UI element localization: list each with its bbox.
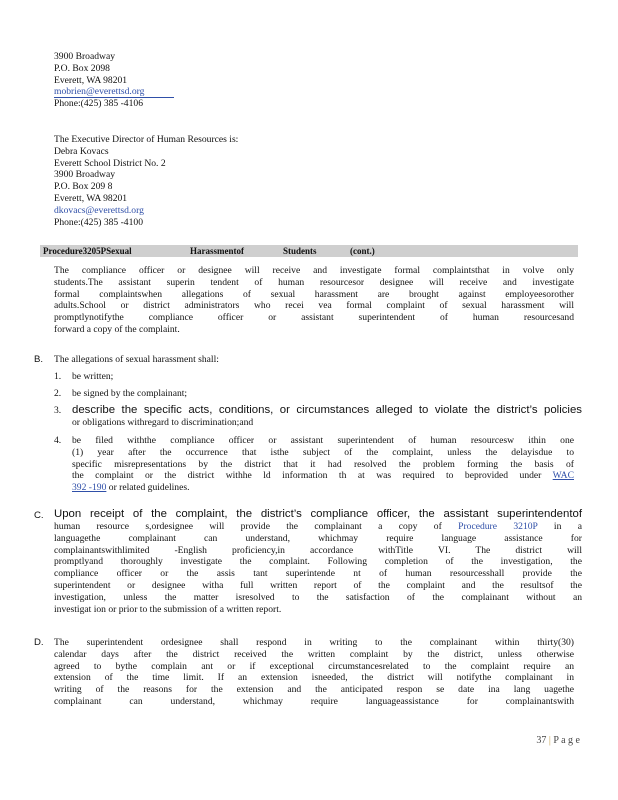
address-line: 3900 Broadway [54,51,116,62]
text-line: extension of the time limit. If an extension isneeded, the district will notifythe complainant in [54,672,574,684]
section-c-marker: C. [34,510,44,521]
contact-block-1 [54,51,174,110]
address-line: 3900 Broadway [54,169,116,181]
section-d-paragraph [54,637,574,708]
header-cont: (cont.) [350,246,375,256]
page-label: P a g e [553,735,580,746]
address-line: P.O. Box 209 8 [54,181,113,193]
list-item [72,435,574,494]
footer-separator: | [548,735,551,746]
text-line: forward a copy of the complaint. [54,323,180,335]
text-line: complainantswithlimited -English proficiency,in accordance withTitle VI. The district will [54,544,582,556]
text-line: promptlynotifythe compliance officer or assistant superintendent of human resourcesand [54,312,574,324]
text-line: in a [537,521,582,532]
header-students: Students [283,246,317,256]
text-line: formal complaintswhen allegations of sexual harassment are brought against employeesorother [54,288,574,300]
list-number: 2. [54,388,62,399]
phone-line: Phone:(425) 385 -4106 [54,98,143,110]
text-line: superintendent or designee witha full written report of the complaint and the resultsof the [54,579,582,591]
text-line: be written; [72,371,114,382]
page-number: 37 [536,735,547,746]
text-line: investigation, unless the matter isresolved to the satisfaction of the complainant without an [54,591,582,603]
email-link[interactable]: dkovacs@everettsd.org [54,204,144,216]
text-line: promptlyand thoroughly investigate the complaint. Following completion of the investigation, the [54,556,582,568]
text-line: The compliance officer or designee will receive and investigate formal complaintsthat in volve only [54,265,574,276]
list-item [72,371,574,383]
address-line: Everett, WA 98201 [54,192,128,204]
procedure-3210p-link[interactable]: Procedure 3210P [458,521,538,532]
phone-line: Phone:(425) 385 -4100 [54,216,143,228]
contact-heading: The Executive Director of Human Resources is: [54,134,239,145]
text-line: be filed withthe compliance officer or assistant superintendent of human resourcesw ithin one [72,435,574,446]
intro-paragraph [54,265,574,336]
list-number: 1. [54,371,62,382]
text-line: adults.School or district administrators who recei vea formal complaint of sexual harassment will [54,300,574,312]
text-line: the complaint or the district withhe ld information th at was required to beprovided under [72,470,542,482]
text-line: specific misrepresentations by the district that it had resolved the problem forming the basis of [72,458,574,470]
text-line: human resource s,ordesignee will provide the complainant a copy of [54,521,459,532]
header-procedure: Procedure3205PSexual [43,246,132,256]
section-c-paragraph [54,507,582,615]
text-line: agreed to bythe complain ant or if exceptional circumstancesrelated to the complaint require an [54,660,574,672]
contact-name: Debra Kovacs [54,145,109,157]
text-line: languagethe complainant can understand, whichmay require language assistance for [54,532,582,544]
text-line: complainant can understand, whichmay require languageassistance for complainantswith [54,695,574,707]
address-line: Everett School District No. 2 [54,157,166,169]
section-b-intro [54,354,574,366]
page-footer [500,735,580,746]
text-line: compliance officer or the assis tant superintende nt of human resourcesshall provide the [54,568,582,580]
wac-link-number[interactable]: 392 -190 [72,482,107,494]
address-line: P.O. Box 2098 [54,62,110,74]
text-line: or obligations withregard to discrimination;and [72,417,254,428]
text-line: The allegations of sexual harassment shall: [54,354,219,365]
text-line: The superintendent ordesignee shall respond in writing to the complainant within thirty(30) [54,637,574,648]
text-line: or related guidelines. [106,482,190,494]
list-number: 4. [54,435,62,446]
list-item [72,403,582,429]
section-d-marker: D. [34,637,44,648]
text-line: calendar days after the district received the written complaint by the district, unless otherwise [54,648,574,660]
text-line: (1) year after the occurrence that isthe subject of the complaint, unless the delayisdue to [72,446,574,458]
section-b-marker: B. [34,354,44,365]
text-line: investigat ion or prior to the submission of a written report. [54,603,282,615]
contact-block-2 [54,134,238,228]
email-link[interactable]: mobrien@everettsd.org [54,86,174,98]
list-item [72,388,574,400]
text-line: students.The assistant superin tendent of human resourcesor designee will receive and investigate [54,276,574,288]
text-line: Upon receipt of the complaint, the district’s compliance officer, the assistant superintendentof [54,508,582,520]
text-line: describe the specific acts, conditions, or circumstances alleged to violate the district’s policies [72,404,582,416]
address-line: Everett, WA 98201 [54,74,128,86]
list-number: 3. [54,405,62,416]
wac-link[interactable]: WAC [552,470,574,482]
text-line: be signed by the complainant; [72,388,188,399]
header-harassment: Harassmentof [190,246,244,256]
procedure-header-bar [40,245,578,257]
text-line: writing of the reasons for the extension and the anticipated respon se date ina lang uagethe [54,684,574,696]
